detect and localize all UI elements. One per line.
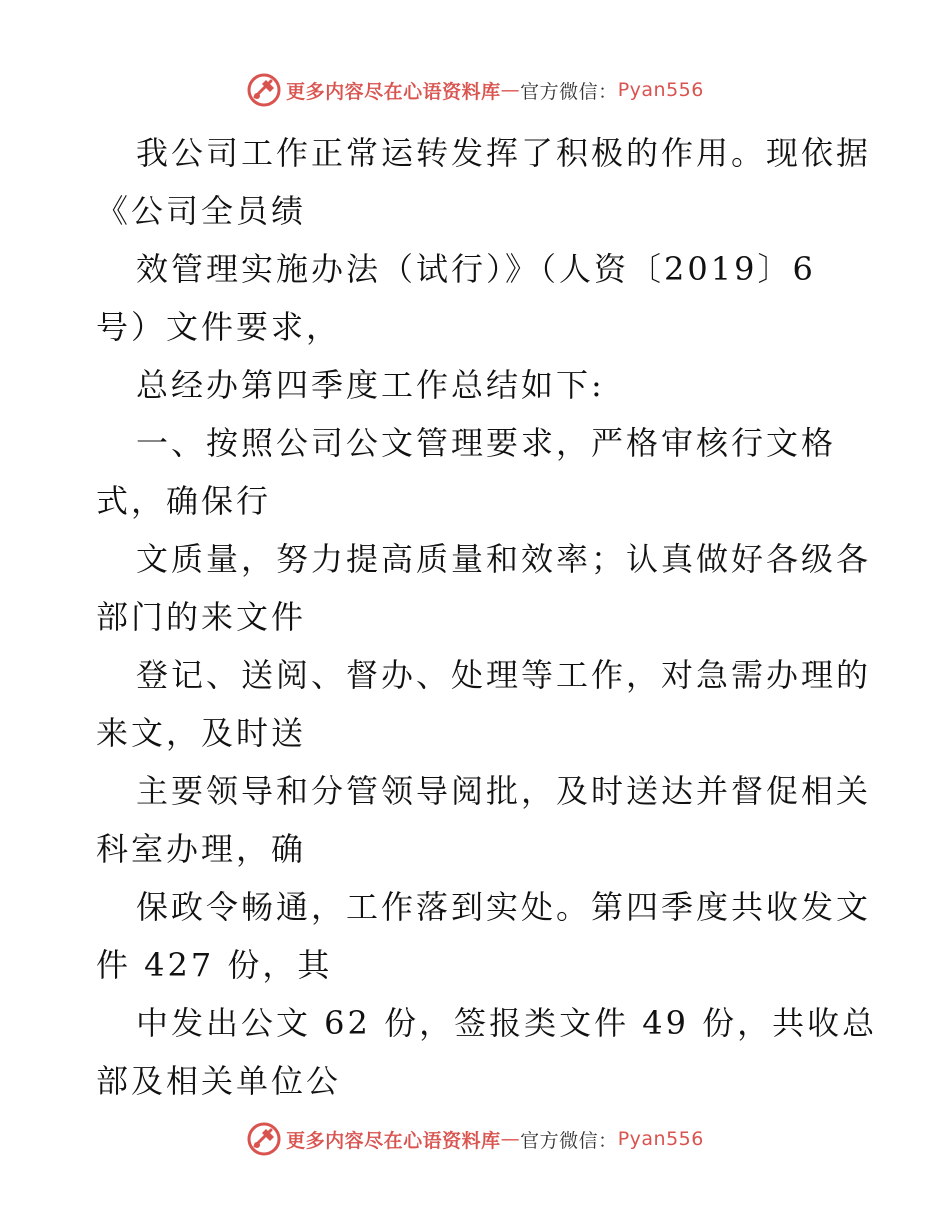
text-line-4: 号）文件要求， (96, 308, 342, 346)
watermark-label: 官方微信： (520, 1129, 618, 1152)
text-line-13: 科室办理，确 (96, 830, 307, 868)
text-line-5: 总经办第四季度工作总结如下: (136, 366, 605, 404)
text-line-10: 登记、送阅、督办、处理等工作，对急需办理的 (136, 656, 872, 694)
text-line-9: 部门的来文件 (96, 598, 307, 636)
text-line-14: 保政令畅通，工作落到实处。第四季度共收发文 (136, 888, 872, 926)
text-line-6: 一、按照公司公文管理要求，严格审核行文格 (136, 424, 837, 462)
text-line-8: 文质量，努力提高质量和效率；认真做好各级各 (136, 540, 872, 578)
watermark-label: 官方微信： (520, 80, 618, 103)
watermark-main-text: 更多内容尽在心语资料库 (286, 1129, 501, 1152)
watermark-separator: — (500, 79, 521, 101)
text-line-7: 式，确保行 (96, 482, 272, 520)
text-line-1: 我公司工作正常运转发挥了积极的作用。现依据 (136, 134, 872, 172)
text-line-2: 《公司全员绩 (96, 192, 307, 230)
text-line-16: 中发出公文 62 份，签报类文件 49 份，共收总 (136, 1004, 878, 1042)
brand-logo-icon (246, 72, 282, 108)
text-line-3: 效管理实施办法（试行）》（人资〔2019〕6 (136, 250, 816, 288)
watermark-footer (0, 1119, 950, 1159)
document-body (96, 124, 878, 1110)
brand-logo-icon (246, 1121, 282, 1157)
watermark-main-text: 更多内容尽在心语资料库 (286, 80, 501, 103)
text-line-11: 来文，及时送 (96, 714, 307, 752)
watermark-header (0, 70, 950, 110)
watermark-id: Pyan556 (617, 79, 704, 101)
text-line-15: 件 427 份，其 (96, 946, 333, 984)
text-line-12: 主要领导和分管领导阅批，及时送达并督促相关 (136, 772, 872, 810)
text-line-17: 部及相关单位公 (96, 1062, 342, 1100)
watermark-separator: — (500, 1128, 521, 1150)
watermark-id: Pyan556 (617, 1128, 704, 1150)
